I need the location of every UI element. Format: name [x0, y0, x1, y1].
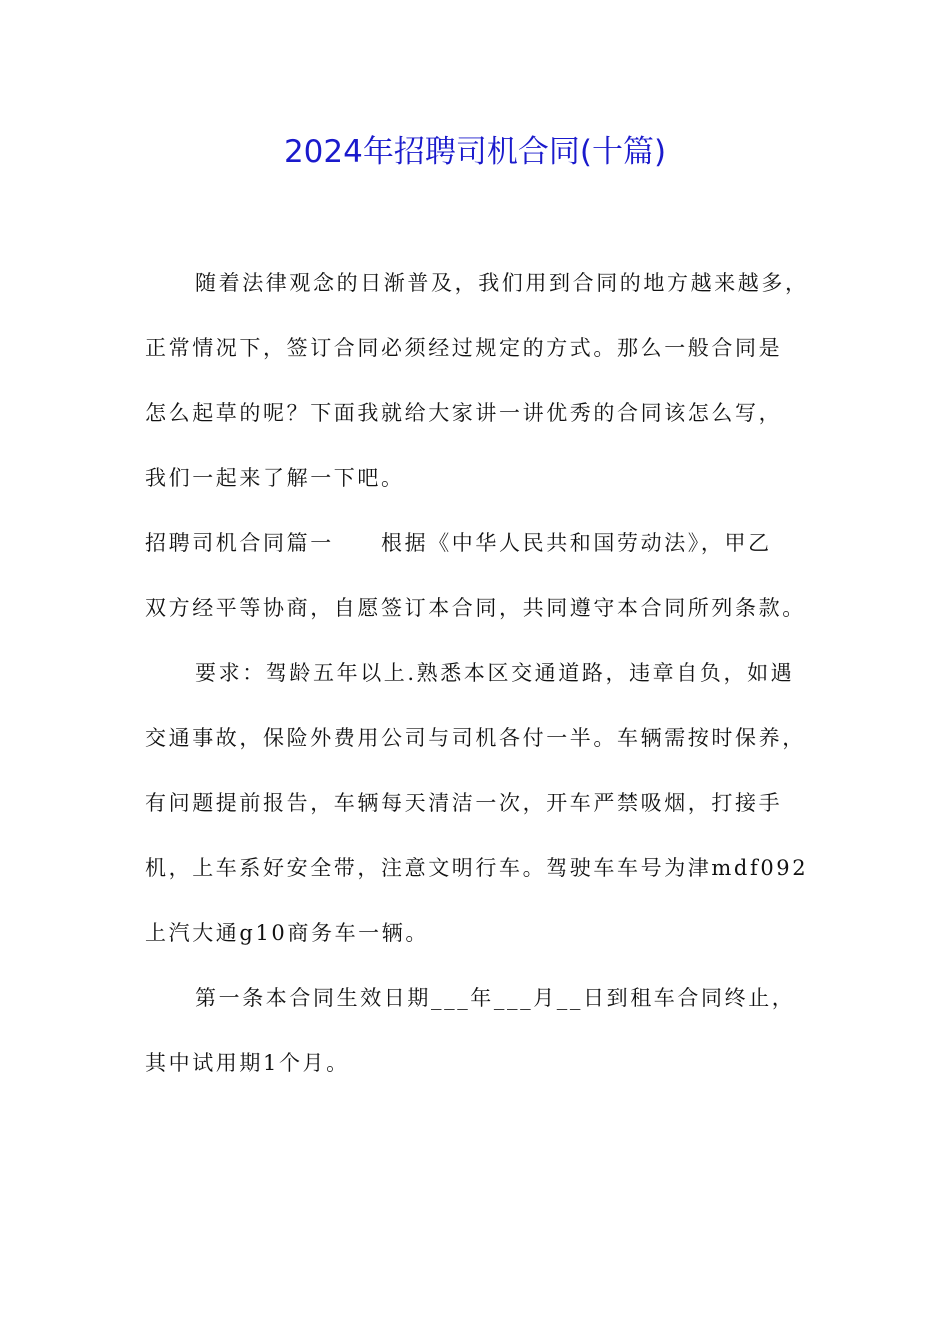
- paragraph-line: 随着法律观念的日渐普及，我们用到合同的地方越来越多，: [195, 271, 809, 295]
- paragraph-line: 机，上车系好安全带，注意文明行车。驾驶车车号为津mdf092: [145, 856, 809, 880]
- paragraph-line: 交通事故，保险外费用公司与司机各付一半。车辆需按时保养，: [145, 726, 806, 750]
- paragraph-line: 怎么起草的呢？下面我就给大家讲一讲优秀的合同该怎么写，: [145, 401, 783, 425]
- document-body: [145, 258, 835, 1103]
- paragraph-line: 正常情况下，签订合同必须经过规定的方式。那么一般合同是: [145, 336, 783, 360]
- document-title: 2024年招聘司机合同(十篇): [283, 134, 667, 170]
- paragraph-line: 要求：驾龄五年以上.熟悉本区交通道路，违章自负，如遇: [195, 661, 795, 685]
- section-heading-line: 招聘司机合同篇一 根据《中华人民共和国劳动法》，甲乙: [145, 531, 772, 555]
- paragraph-line: 双方经平等协商，自愿签订本合同，共同遵守本合同所列条款。: [145, 596, 806, 620]
- paragraph-line: 我们一起来了解一下吧。: [145, 466, 405, 490]
- paragraph-line: 上汽大通g10商务车一辆。: [145, 921, 429, 945]
- paragraph-line: 其中试用期1个月。: [145, 1051, 350, 1075]
- paragraph-line: 第一条本合同生效日期___年___月__日到租车合同终止，: [195, 986, 796, 1010]
- paragraph-line: 有问题提前报告，车辆每天清洁一次，开车严禁吸烟，打接手: [145, 791, 783, 815]
